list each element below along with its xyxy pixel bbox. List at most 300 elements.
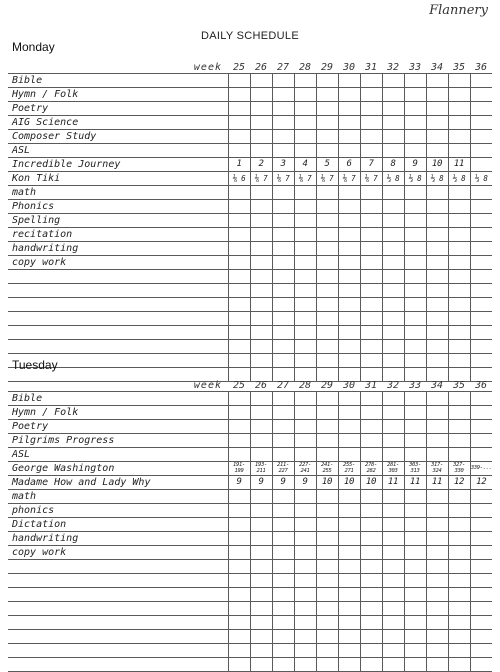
schedule-cell <box>360 241 382 255</box>
schedule-cell <box>294 405 316 419</box>
schedule-cell <box>228 545 250 559</box>
schedule-cell <box>382 185 404 199</box>
schedule-row <box>8 503 492 517</box>
week-number: 33 <box>404 58 426 73</box>
schedule-cell <box>316 213 338 227</box>
schedule-cell <box>404 199 426 213</box>
schedule-cell <box>382 587 404 601</box>
schedule-cell <box>228 573 250 587</box>
schedule-cell <box>316 531 338 545</box>
schedule-cell <box>426 545 448 559</box>
subject-label: phonics <box>8 503 228 517</box>
schedule-cell: 9 <box>404 157 426 171</box>
week-number: 25 <box>228 58 250 73</box>
schedule-cell <box>470 433 492 447</box>
schedule-cell <box>426 353 448 367</box>
schedule-cell: 11 <box>426 475 448 489</box>
schedule-cell <box>316 643 338 657</box>
schedule-cell <box>294 447 316 461</box>
schedule-cell <box>338 269 360 283</box>
week-header-row <box>8 376 492 391</box>
schedule-cell <box>404 297 426 311</box>
schedule-cell <box>404 573 426 587</box>
schedule-cell <box>338 615 360 629</box>
schedule-cell <box>272 517 294 531</box>
schedule-cell <box>250 447 272 461</box>
schedule-row <box>8 129 492 143</box>
schedule-cell <box>294 573 316 587</box>
schedule-cell <box>448 503 470 517</box>
schedule-cell <box>294 269 316 283</box>
subject-label: Madame How and Lady Why <box>8 475 228 489</box>
schedule-cell <box>470 517 492 531</box>
schedule-cell <box>360 489 382 503</box>
schedule-cell <box>338 227 360 241</box>
week-number: 26 <box>250 376 272 391</box>
week-number: 32 <box>382 58 404 73</box>
schedule-cell <box>294 101 316 115</box>
schedule-cell <box>228 531 250 545</box>
schedule-cell <box>360 255 382 269</box>
schedule-cell <box>360 101 382 115</box>
schedule-cell <box>250 391 272 405</box>
subject-label: handwriting <box>8 531 228 545</box>
tuesday-schedule-table <box>8 376 492 672</box>
schedule-cell <box>294 129 316 143</box>
schedule-cell <box>360 283 382 297</box>
schedule-cell <box>404 101 426 115</box>
schedule-cell <box>272 115 294 129</box>
owner-name: Flannery <box>429 3 488 18</box>
schedule-cell <box>470 185 492 199</box>
schedule-cell: 317-324 <box>426 461 448 475</box>
schedule-cell <box>316 269 338 283</box>
schedule-cell <box>382 643 404 657</box>
subject-label: Pilgrims Progress <box>8 433 228 447</box>
schedule-cell <box>404 283 426 297</box>
schedule-row <box>8 601 492 615</box>
schedule-cell: ⅓ 8 <box>426 171 448 185</box>
subject-label <box>8 297 228 311</box>
schedule-cell <box>294 545 316 559</box>
schedule-cell <box>470 587 492 601</box>
schedule-cell <box>404 657 426 671</box>
schedule-cell: 12 <box>470 475 492 489</box>
schedule-cell <box>360 573 382 587</box>
subject-label: Hymn / Folk <box>8 87 228 101</box>
schedule-cell <box>228 101 250 115</box>
week-number: 36 <box>470 58 492 73</box>
schedule-row <box>8 171 492 185</box>
schedule-cell <box>382 391 404 405</box>
schedule-cell <box>250 185 272 199</box>
schedule-cell: 8 <box>382 157 404 171</box>
schedule-cell <box>272 503 294 517</box>
week-number: 36 <box>470 376 492 391</box>
schedule-cell <box>228 213 250 227</box>
schedule-cell <box>448 227 470 241</box>
schedule-cell <box>294 311 316 325</box>
schedule-row <box>8 657 492 671</box>
subject-label: math <box>8 489 228 503</box>
schedule-cell <box>360 643 382 657</box>
schedule-cell: 9 <box>272 475 294 489</box>
schedule-cell: ⅙ 7 <box>250 171 272 185</box>
schedule-cell <box>426 297 448 311</box>
subject-label: Poetry <box>8 419 228 433</box>
schedule-cell <box>448 517 470 531</box>
schedule-cell <box>338 213 360 227</box>
schedule-cell <box>294 283 316 297</box>
schedule-cell <box>316 241 338 255</box>
schedule-cell: 9 <box>250 475 272 489</box>
schedule-cell <box>228 353 250 367</box>
schedule-cell <box>250 573 272 587</box>
schedule-cell <box>294 325 316 339</box>
schedule-row <box>8 101 492 115</box>
schedule-cell <box>470 391 492 405</box>
schedule-cell <box>448 213 470 227</box>
schedule-cell <box>470 601 492 615</box>
schedule-cell <box>470 157 492 171</box>
schedule-cell <box>294 115 316 129</box>
schedule-cell <box>382 447 404 461</box>
schedule-cell <box>448 255 470 269</box>
subject-label <box>8 643 228 657</box>
schedule-cell <box>360 503 382 517</box>
week-header-row <box>8 58 492 73</box>
schedule-cell <box>382 503 404 517</box>
schedule-cell <box>470 255 492 269</box>
schedule-cell <box>294 531 316 545</box>
subject-label: ASL <box>8 143 228 157</box>
schedule-cell <box>250 531 272 545</box>
subject-label <box>8 325 228 339</box>
schedule-cell <box>470 353 492 367</box>
schedule-cell: ⅙ 6 <box>228 171 250 185</box>
schedule-cell <box>382 657 404 671</box>
schedule-cell <box>382 297 404 311</box>
schedule-cell <box>228 227 250 241</box>
week-header-label: week <box>8 58 228 73</box>
schedule-cell <box>228 391 250 405</box>
schedule-cell <box>426 283 448 297</box>
page-title: DAILY SCHEDULE <box>201 30 299 42</box>
schedule-cell <box>404 587 426 601</box>
schedule-cell: 327-330 <box>448 461 470 475</box>
schedule-cell <box>250 545 272 559</box>
schedule-cell <box>294 143 316 157</box>
week-number: 27 <box>272 58 294 73</box>
schedule-cell <box>470 657 492 671</box>
schedule-cell <box>316 587 338 601</box>
schedule-cell <box>316 129 338 143</box>
subject-label <box>8 657 228 671</box>
schedule-cell <box>316 353 338 367</box>
schedule-cell <box>316 601 338 615</box>
schedule-cell <box>250 615 272 629</box>
schedule-cell <box>382 517 404 531</box>
week-number: 34 <box>426 376 448 391</box>
schedule-row <box>8 325 492 339</box>
subject-label: George Washington <box>8 461 228 475</box>
schedule-cell <box>316 629 338 643</box>
schedule-row <box>8 143 492 157</box>
schedule-cell <box>294 391 316 405</box>
schedule-cell <box>426 227 448 241</box>
schedule-cell <box>250 101 272 115</box>
schedule-cell <box>470 325 492 339</box>
schedule-cell <box>272 545 294 559</box>
schedule-cell <box>338 73 360 87</box>
schedule-cell <box>272 601 294 615</box>
schedule-cell <box>382 419 404 433</box>
schedule-cell <box>294 503 316 517</box>
schedule-cell <box>338 129 360 143</box>
schedule-cell <box>360 587 382 601</box>
schedule-cell <box>404 115 426 129</box>
schedule-cell <box>294 433 316 447</box>
schedule-cell <box>360 353 382 367</box>
schedule-cell: 241-255 <box>316 461 338 475</box>
schedule-row <box>8 185 492 199</box>
schedule-cell <box>316 325 338 339</box>
schedule-cell <box>316 391 338 405</box>
schedule-cell <box>272 255 294 269</box>
schedule-cell <box>250 241 272 255</box>
week-number: 35 <box>448 58 470 73</box>
schedule-cell <box>338 283 360 297</box>
schedule-cell <box>338 517 360 531</box>
week-number: 33 <box>404 376 426 391</box>
schedule-cell <box>448 643 470 657</box>
schedule-cell <box>360 419 382 433</box>
schedule-cell <box>470 419 492 433</box>
schedule-cell <box>294 615 316 629</box>
schedule-cell <box>426 143 448 157</box>
schedule-cell <box>338 545 360 559</box>
schedule-cell <box>448 353 470 367</box>
schedule-cell <box>294 241 316 255</box>
schedule-cell <box>360 601 382 615</box>
schedule-cell <box>448 629 470 643</box>
week-header-label: week <box>8 376 228 391</box>
schedule-cell <box>338 531 360 545</box>
schedule-cell <box>272 73 294 87</box>
schedule-row <box>8 629 492 643</box>
schedule-cell <box>448 199 470 213</box>
schedule-cell <box>360 545 382 559</box>
schedule-cell <box>250 419 272 433</box>
schedule-cell <box>294 255 316 269</box>
week-number: 29 <box>316 376 338 391</box>
schedule-cell <box>404 629 426 643</box>
schedule-cell <box>338 433 360 447</box>
schedule-cell <box>448 545 470 559</box>
schedule-row <box>8 339 492 353</box>
schedule-cell <box>470 405 492 419</box>
schedule-cell <box>426 73 448 87</box>
schedule-row <box>8 447 492 461</box>
schedule-cell <box>404 391 426 405</box>
schedule-cell <box>338 199 360 213</box>
schedule-cell <box>272 297 294 311</box>
schedule-cell <box>316 545 338 559</box>
schedule-cell <box>316 489 338 503</box>
schedule-cell: 6 <box>338 157 360 171</box>
schedule-cell <box>272 199 294 213</box>
schedule-cell <box>294 87 316 101</box>
schedule-row <box>8 615 492 629</box>
schedule-cell <box>228 503 250 517</box>
schedule-cell <box>470 503 492 517</box>
schedule-cell <box>272 353 294 367</box>
schedule-cell <box>360 405 382 419</box>
schedule-cell <box>228 629 250 643</box>
schedule-cell <box>426 531 448 545</box>
schedule-cell <box>294 657 316 671</box>
schedule-cell: 11 <box>404 475 426 489</box>
schedule-row <box>8 73 492 87</box>
schedule-cell <box>382 325 404 339</box>
schedule-cell <box>426 391 448 405</box>
schedule-cell <box>228 489 250 503</box>
schedule-cell <box>404 227 426 241</box>
schedule-cell <box>404 517 426 531</box>
schedule-cell: 10 <box>338 475 360 489</box>
schedule-cell <box>316 517 338 531</box>
schedule-cell <box>404 419 426 433</box>
schedule-cell <box>360 115 382 129</box>
schedule-cell <box>228 269 250 283</box>
schedule-cell: ⅓ 8 <box>470 171 492 185</box>
schedule-cell <box>404 447 426 461</box>
schedule-cell <box>404 73 426 87</box>
week-number: 30 <box>338 58 360 73</box>
schedule-cell: 303-313 <box>404 461 426 475</box>
schedule-cell <box>228 339 250 353</box>
schedule-cell <box>316 447 338 461</box>
schedule-cell <box>470 573 492 587</box>
schedule-cell <box>470 227 492 241</box>
subject-label: ASL <box>8 447 228 461</box>
schedule-cell <box>272 531 294 545</box>
schedule-cell <box>294 559 316 573</box>
schedule-cell <box>272 143 294 157</box>
schedule-cell <box>338 143 360 157</box>
schedule-cell <box>316 433 338 447</box>
schedule-cell <box>448 129 470 143</box>
schedule-cell <box>228 325 250 339</box>
schedule-row <box>8 157 492 171</box>
schedule-cell <box>426 185 448 199</box>
subject-label <box>8 573 228 587</box>
subject-label <box>8 559 228 573</box>
schedule-cell <box>426 489 448 503</box>
schedule-cell <box>448 391 470 405</box>
schedule-cell <box>448 269 470 283</box>
schedule-cell <box>404 559 426 573</box>
schedule-cell <box>250 503 272 517</box>
schedule-cell <box>448 531 470 545</box>
schedule-cell <box>448 433 470 447</box>
schedule-cell: 12 <box>448 475 470 489</box>
schedule-cell <box>448 447 470 461</box>
schedule-row <box>8 269 492 283</box>
schedule-cell <box>448 87 470 101</box>
schedule-cell <box>448 657 470 671</box>
schedule-cell <box>272 129 294 143</box>
schedule-cell <box>470 531 492 545</box>
subject-label: recitation <box>8 227 228 241</box>
schedule-cell <box>448 601 470 615</box>
schedule-cell <box>470 87 492 101</box>
schedule-cell <box>272 657 294 671</box>
schedule-cell <box>250 339 272 353</box>
schedule-cell <box>360 559 382 573</box>
schedule-cell <box>360 227 382 241</box>
subject-label <box>8 615 228 629</box>
schedule-row <box>8 353 492 367</box>
schedule-cell <box>426 269 448 283</box>
schedule-cell <box>316 101 338 115</box>
subject-label <box>8 587 228 601</box>
schedule-cell <box>272 587 294 601</box>
schedule-row <box>8 87 492 101</box>
schedule-cell <box>382 129 404 143</box>
schedule-cell <box>426 213 448 227</box>
schedule-row <box>8 489 492 503</box>
schedule-cell <box>360 657 382 671</box>
schedule-cell <box>294 419 316 433</box>
schedule-cell <box>250 213 272 227</box>
schedule-row <box>8 461 492 475</box>
schedule-row <box>8 311 492 325</box>
schedule-cell <box>404 531 426 545</box>
schedule-cell <box>250 311 272 325</box>
schedule-cell <box>316 405 338 419</box>
schedule-cell <box>360 615 382 629</box>
subject-label: Composer Study <box>8 129 228 143</box>
schedule-cell <box>316 255 338 269</box>
schedule-cell <box>338 325 360 339</box>
schedule-cell <box>448 559 470 573</box>
schedule-cell <box>228 643 250 657</box>
schedule-cell: 5 <box>316 157 338 171</box>
schedule-cell <box>426 643 448 657</box>
schedule-cell <box>382 615 404 629</box>
schedule-cell <box>272 269 294 283</box>
schedule-cell <box>470 115 492 129</box>
schedule-cell <box>470 199 492 213</box>
schedule-cell <box>360 185 382 199</box>
schedule-cell <box>382 405 404 419</box>
schedule-row <box>8 255 492 269</box>
subject-label: Phonics <box>8 199 228 213</box>
schedule-cell: 193-211 <box>250 461 272 475</box>
schedule-cell <box>448 573 470 587</box>
schedule-cell <box>470 311 492 325</box>
schedule-cell <box>470 339 492 353</box>
schedule-cell <box>338 115 360 129</box>
schedule-cell <box>316 559 338 573</box>
schedule-cell <box>338 101 360 115</box>
schedule-cell <box>272 489 294 503</box>
schedule-cell <box>426 657 448 671</box>
schedule-cell <box>360 143 382 157</box>
schedule-cell <box>360 199 382 213</box>
schedule-row <box>8 227 492 241</box>
